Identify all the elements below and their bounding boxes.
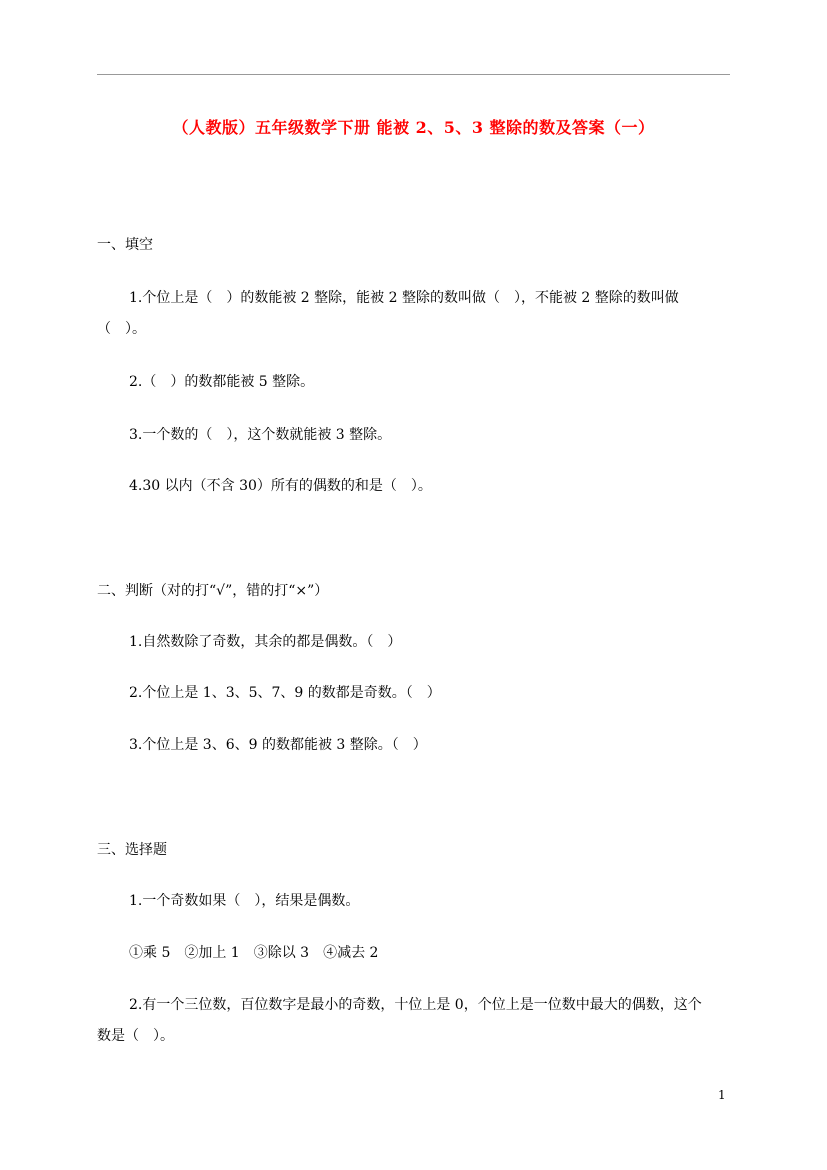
- page-number: 1: [718, 1088, 726, 1102]
- question-1-3: 3.一个数的（ ），这个数就能被 3 整除。: [129, 427, 392, 443]
- header-rule: [97, 74, 730, 75]
- section-heading-true-false: 二、判断（对的打“√”，错的打“×”）: [97, 583, 329, 599]
- question-3-1: 1.一个奇数如果（ ），结果是偶数。: [129, 893, 360, 909]
- question-1-2: 2.（ ）的数都能被 5 整除。: [129, 374, 315, 390]
- question-3-1-options: ①乘 5 ②加上 1 ③除以 3 ④减去 2: [129, 945, 379, 961]
- document-title: （人教版）五年级数学下册 能被 2、5、3 整除的数及答案（一）: [172, 118, 655, 137]
- question-1-4: 4.30 以内（不含 30）所有的偶数的和是（ ）。: [129, 478, 432, 494]
- question-1-1-continued: （ ）。: [97, 321, 146, 337]
- question-2-3: 3.个位上是 3、6、9 的数都能被 3 整除。（ ）: [129, 737, 427, 753]
- question-2-1: 1.自然数除了奇数，其余的都是偶数。（ ）: [129, 634, 402, 650]
- question-1-1: 1.个位上是（ ）的数能被 2 整除，能被 2 整除的数叫做（ ），不能被 2 整除的数叫做: [129, 290, 679, 306]
- section-heading-multiple-choice: 三、选择题: [97, 842, 167, 858]
- question-2-2: 2.个位上是 1、3、5、7、9 的数都是奇数。（ ）: [129, 685, 441, 701]
- question-3-2-continued: 数是（ ）。: [97, 1028, 174, 1044]
- question-3-2: 2.有一个三位数，百位数字是最小的奇数，十位上是 0，个位上是一位数中最大的偶数，这个: [129, 997, 702, 1013]
- section-heading-fill-in: 一、填空: [97, 237, 153, 253]
